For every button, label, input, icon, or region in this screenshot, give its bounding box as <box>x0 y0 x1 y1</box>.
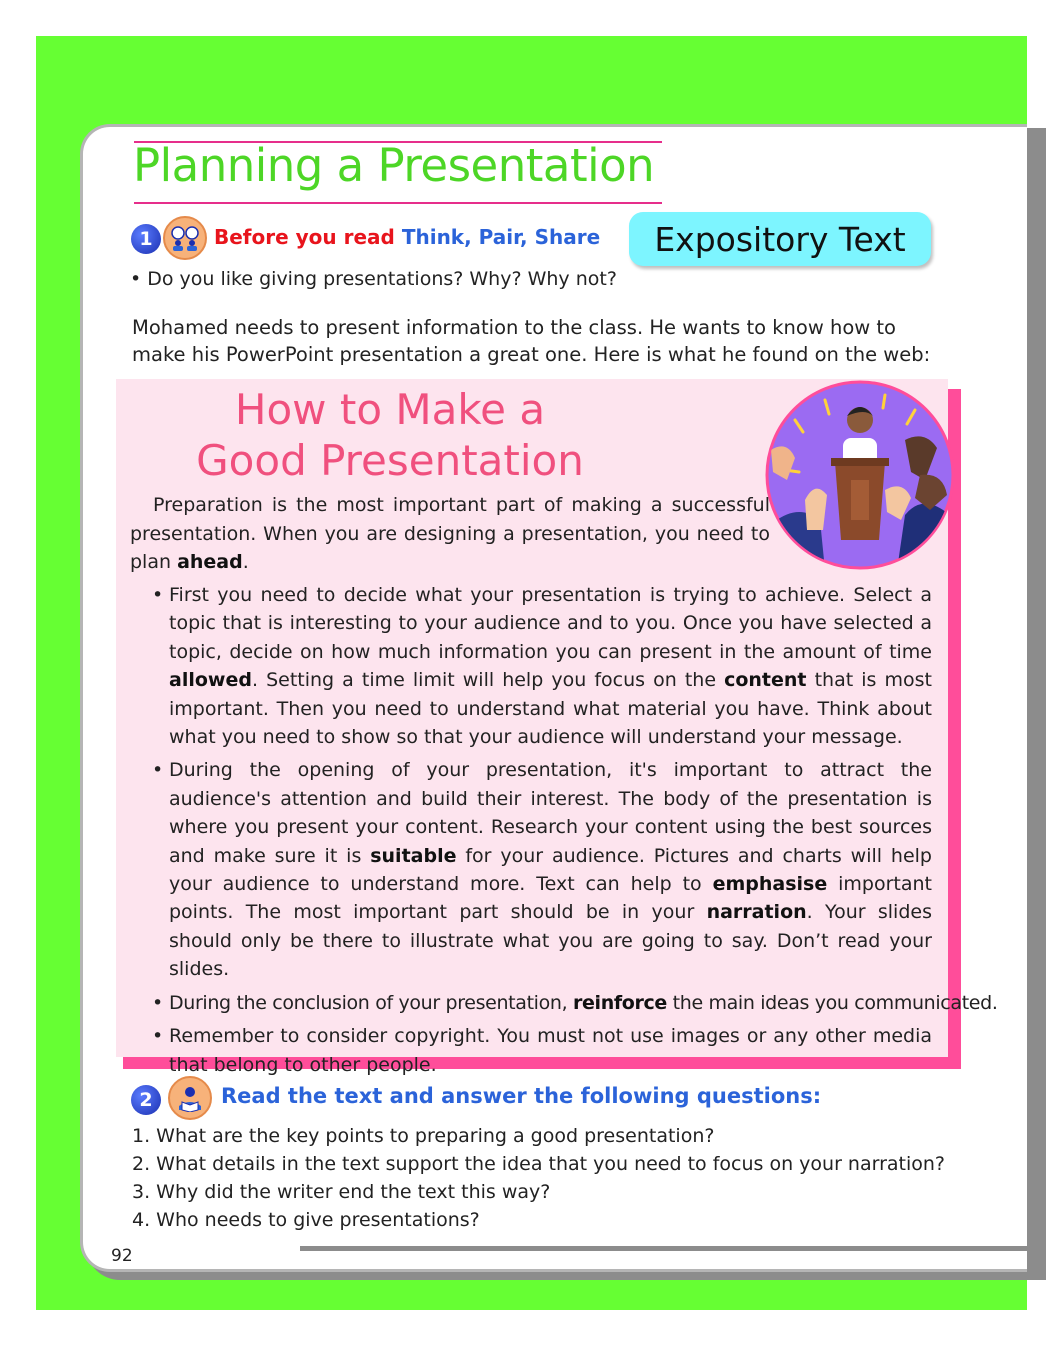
keyword-narration: narration <box>706 901 807 924</box>
question-item: 3. Why did the writer end the text this way? <box>132 1181 551 1203</box>
preparation-paragraph: Preparation is the most important part of making a successful presentation. When you are designing a presentation, you need to plan ahead. <box>130 494 770 573</box>
page-number: 92 <box>111 1246 133 1266</box>
bottom-rule <box>300 1246 1027 1251</box>
page-title: Planning a Presentation <box>133 139 655 192</box>
reading-icon <box>168 1076 212 1120</box>
article-title <box>180 384 600 486</box>
section-1-badge: 1 <box>131 224 161 254</box>
tip-first: • First you need to decide what your presentation is trying to achieve. Select a topic that is interesting to your audience and to you. Once you have selected a topic, decide on how much information you can present in the amount of time allowed. Setting a time limit will help you focus on the content that is most important. Then you need to understand what material you have. Think about what you need to show so that your audience will understand your message. <box>152 581 932 751</box>
section-2-heading: Read the text and answer the following questions: <box>221 1084 822 1108</box>
keyword-suitable: suitable <box>370 844 457 867</box>
genre-label: Expository Text <box>629 212 931 266</box>
keyword-emphasise: emphasise <box>712 873 828 896</box>
tips-list <box>152 581 998 1084</box>
question-item: 2. What details in the text support the idea that you need to focus on your narration? <box>132 1153 946 1175</box>
tip-copyright: • Remember to consider copyright. You must not use images or any other media that belong to other people. <box>152 1022 932 1079</box>
section-2-badge: 2 <box>131 1085 161 1115</box>
keyword-content: content <box>724 669 807 692</box>
section-1-heading <box>214 225 600 249</box>
question-item: 4. Who needs to give presentations? <box>132 1209 480 1231</box>
article-title-line-2: Good Presentation <box>196 436 584 485</box>
tip-opening: • During the opening of your presentation, it's important to attract the audience's attention and build their interest. The body of the presentation is where you present your content. Research your content using the best sources and make sure it is suitable for your audience. Pictures and charts will help your audience to understand more. Text can help to emphasise important points. The most important part should be in your narration. Your slides should only be there to illustrate what you are going to say. Don’t read your slides. <box>152 756 932 983</box>
question-item: 1. What are the key points to preparing a good presentation? <box>132 1125 715 1147</box>
article-title-line-1: How to Make a <box>234 385 546 434</box>
intro-paragraph: Mohamed needs to present information to the class. He wants to know how to make his PowerPoint presentation a great one. Here is what he found on the web: <box>132 316 931 366</box>
before-you-read-label: Before you read <box>214 225 395 249</box>
questions-list <box>132 1122 945 1234</box>
discussion-question: • Do you like giving presentations? Why? Why not? <box>130 268 617 290</box>
title-rule-bottom <box>134 202 662 204</box>
think-pair-share-icon <box>163 216 207 260</box>
keyword-allowed: allowed <box>169 669 252 692</box>
keyword-ahead: ahead <box>177 551 243 573</box>
presenter-applause-illustration <box>765 380 955 570</box>
think-pair-share-label: Think, Pair, Share <box>401 225 601 249</box>
keyword-reinforce: reinforce <box>572 991 667 1014</box>
tip-conclusion: • During the conclusion of your presentation, reinforce the main ideas you communicated. <box>152 989 932 1017</box>
